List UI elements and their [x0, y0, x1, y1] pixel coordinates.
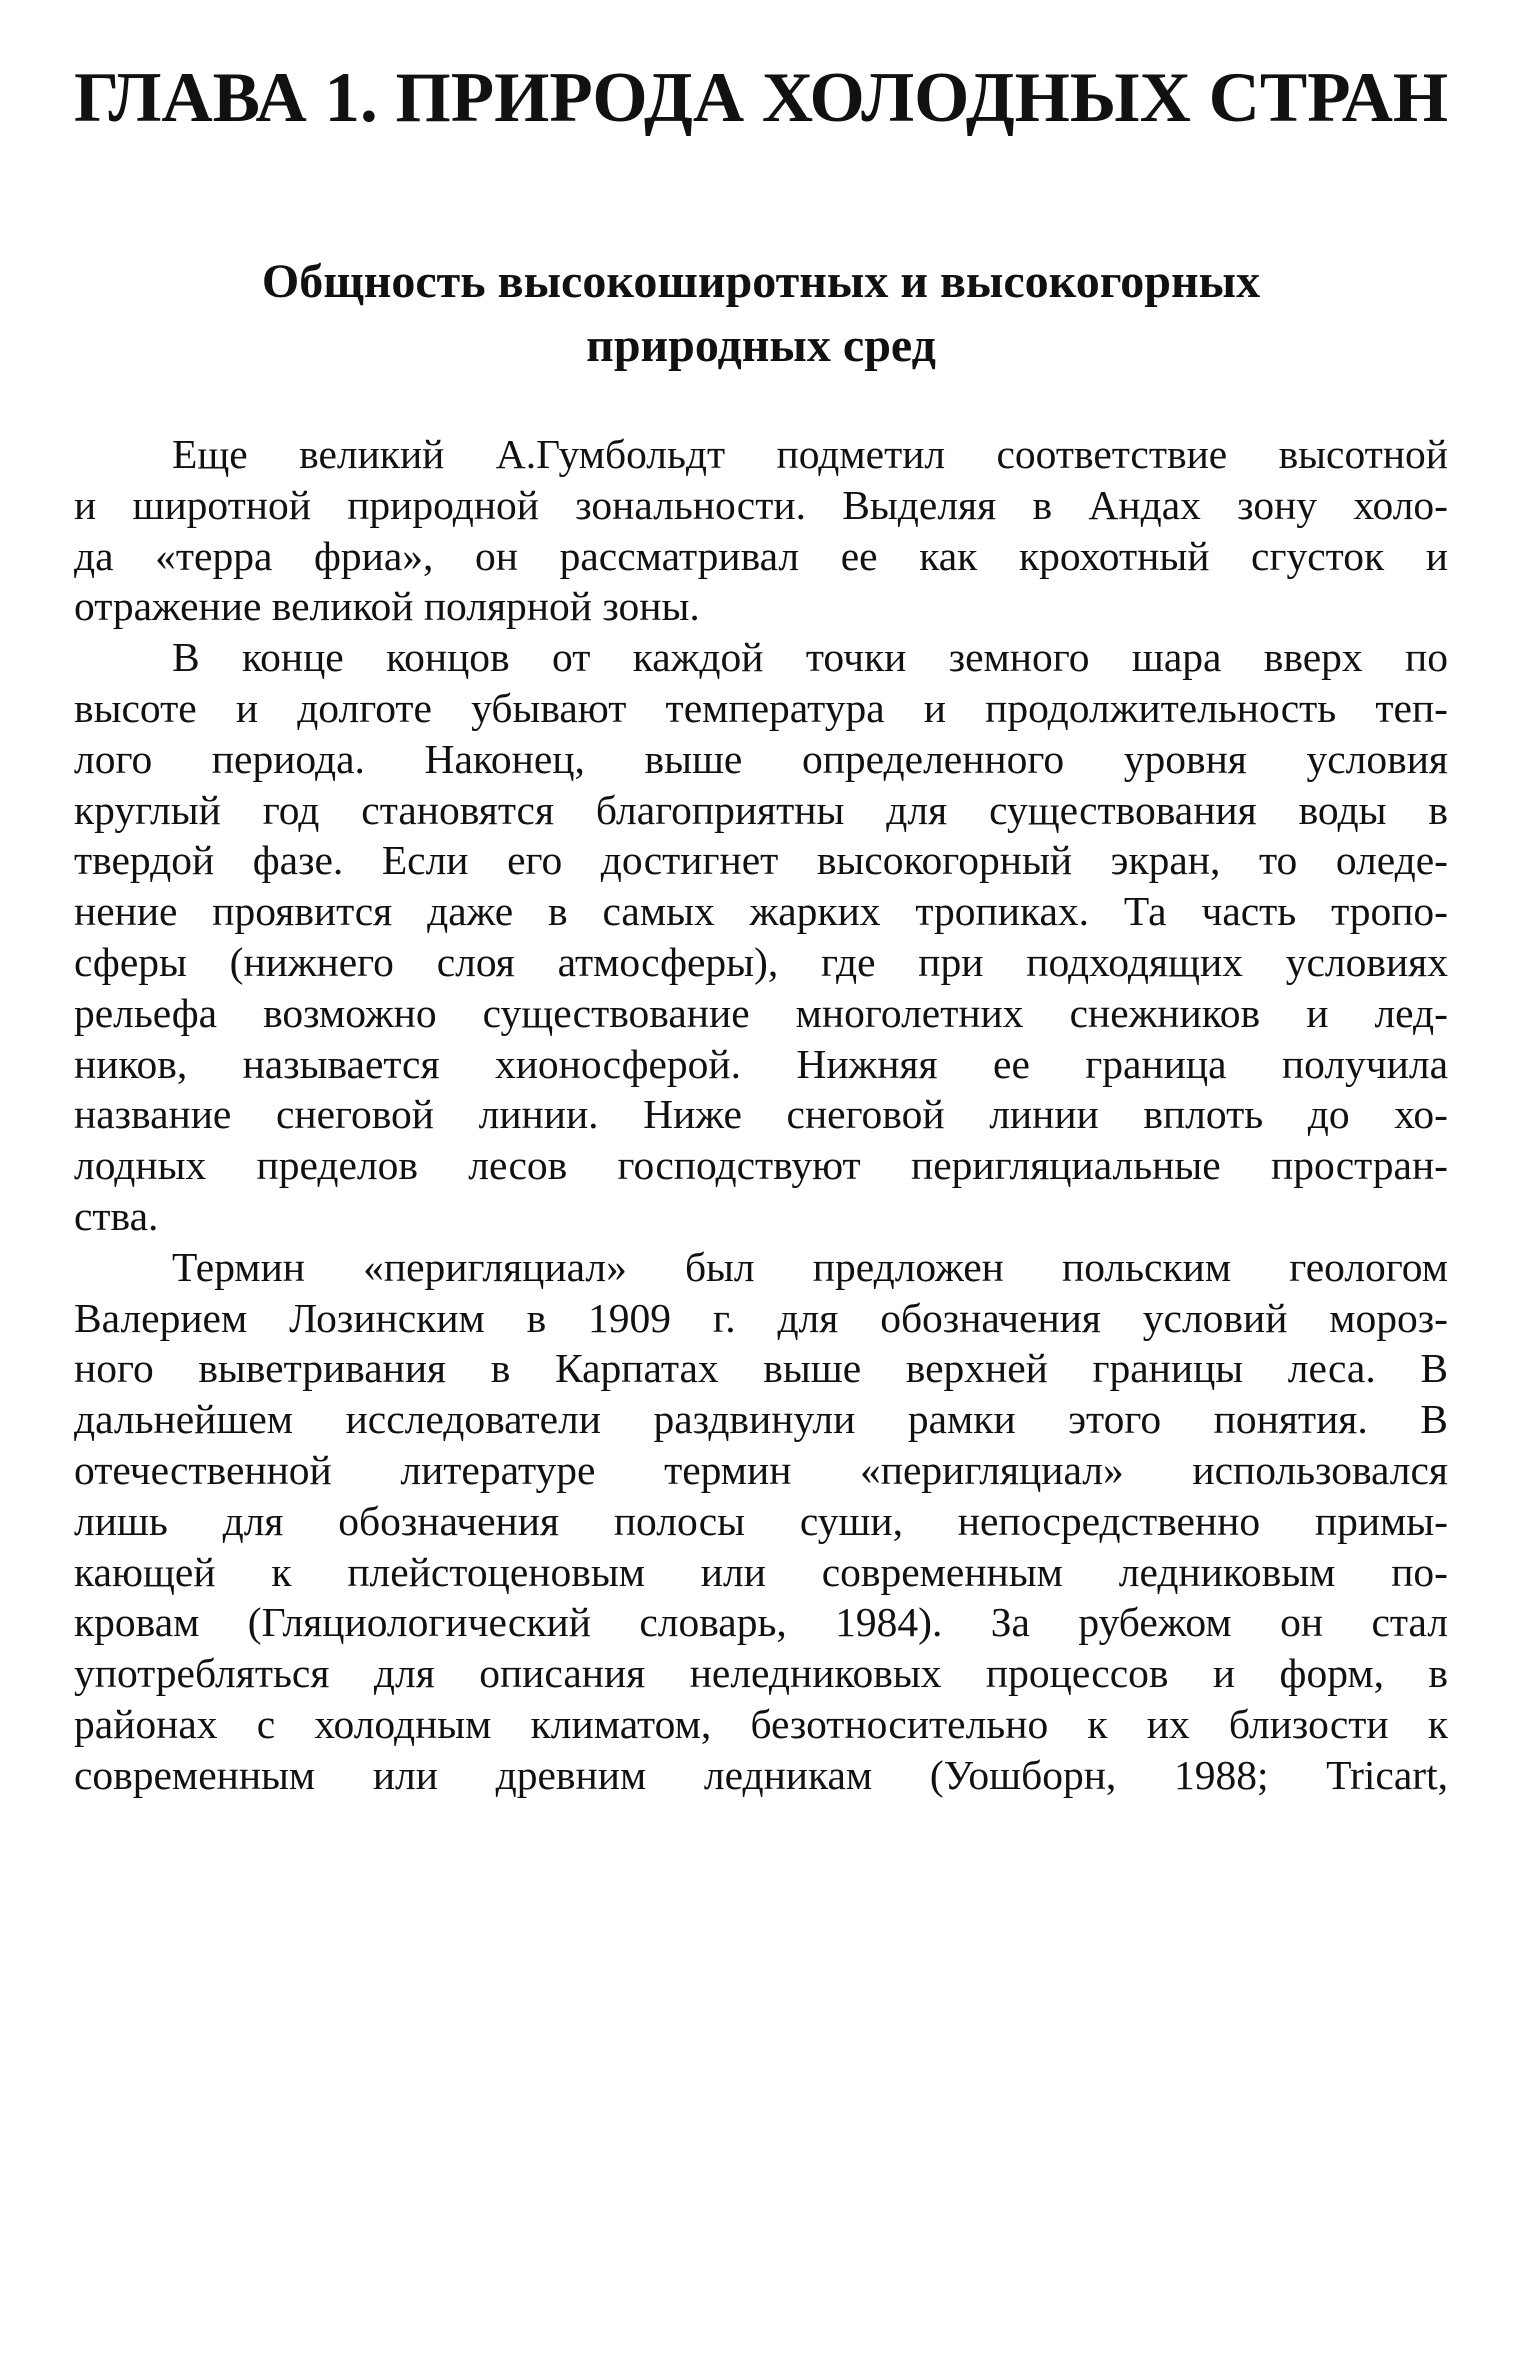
paragraph-2 — [74, 632, 1448, 1242]
text-line: употребляться для описания неледниковых процессов и форм, в — [74, 1650, 1448, 1697]
text-line: кровам (Гляциологический словарь, 1984). За рубежом он стал — [74, 1599, 1448, 1646]
text-line: лого периода. Наконец, выше определенного уровня условия — [74, 735, 1448, 782]
text-line: Еще великий А.Гумбольдт подметил соответствие высотной — [172, 431, 1448, 477]
text-line: районах с холодным климатом, безотносительно к их близости к — [74, 1700, 1448, 1747]
book-page — [74, 0, 1448, 1801]
text-line: дальнейшем исследователи раздвинули рамки этого понятия. В — [74, 1396, 1448, 1443]
text-line: да «терра фриа», он рассматривал ее как крохотный сгусток и — [74, 532, 1448, 579]
text-line: высоте и долготе убывают температура и продолжительность теп- — [74, 684, 1448, 731]
text-line: ников, называется хионосферой. Нижняя ее граница получила — [74, 1040, 1448, 1087]
section-title-line: Общность высокоширотных и высокогорных — [261, 255, 1261, 308]
body-text — [74, 429, 1448, 1801]
text-line: лишь для обозначения полосы суши, непосредственно примы- — [74, 1497, 1448, 1544]
section-title-line: природных сред — [586, 319, 936, 372]
text-line: ного выветривания в Карпатах выше верхней границы леса. В — [74, 1345, 1448, 1392]
text-line: рельефа возможно существование многолетних снежников и лед- — [74, 989, 1448, 1036]
section-title — [74, 250, 1448, 378]
text-line: Термин «перигляциал» был предложен польским геологом — [172, 1243, 1448, 1290]
text-line: кающей к плейстоценовым или современным ледниковым по- — [74, 1548, 1448, 1595]
text-line: ства. — [74, 1192, 159, 1239]
text-line: нение проявится даже в самых жарких тропиках. Та часть тропо- — [74, 888, 1448, 935]
text-line: отражение великой полярной зоны. — [74, 583, 700, 630]
paragraph-3 — [74, 1242, 1448, 1801]
paragraph-1 — [74, 429, 1448, 632]
text-line: лодных пределов лесов господствуют перигляциальные простран- — [74, 1142, 1448, 1189]
text-line: В конце концов от каждой точки земного шара вверх по — [172, 634, 1448, 681]
text-line: название снеговой линии. Ниже снеговой линии вплоть до хо- — [74, 1091, 1448, 1138]
text-line: круглый год становятся благоприятны для существования воды в — [74, 786, 1448, 833]
chapter-title: ГЛАВА 1. ПРИРОДА ХОЛОДНЫХ СТРАН — [74, 59, 1449, 137]
text-line: Валерием Лозинским в 1909 г. для обозначения условий мороз- — [74, 1294, 1448, 1341]
text-line: и широтной природной зональности. Выделяя в Андах зону холо- — [74, 481, 1448, 528]
text-line: отечественной литературе термин «перигляциал» использовался — [74, 1446, 1448, 1493]
text-line: современным или древним ледникам (Уошборн, 1988; Tricart, — [74, 1751, 1448, 1798]
text-line: твердой фазе. Если его достигнет высокогорный экран, то оледе- — [74, 837, 1448, 884]
text-line: сферы (нижнего слоя атмосферы), где при подходящих условиях — [74, 938, 1448, 985]
